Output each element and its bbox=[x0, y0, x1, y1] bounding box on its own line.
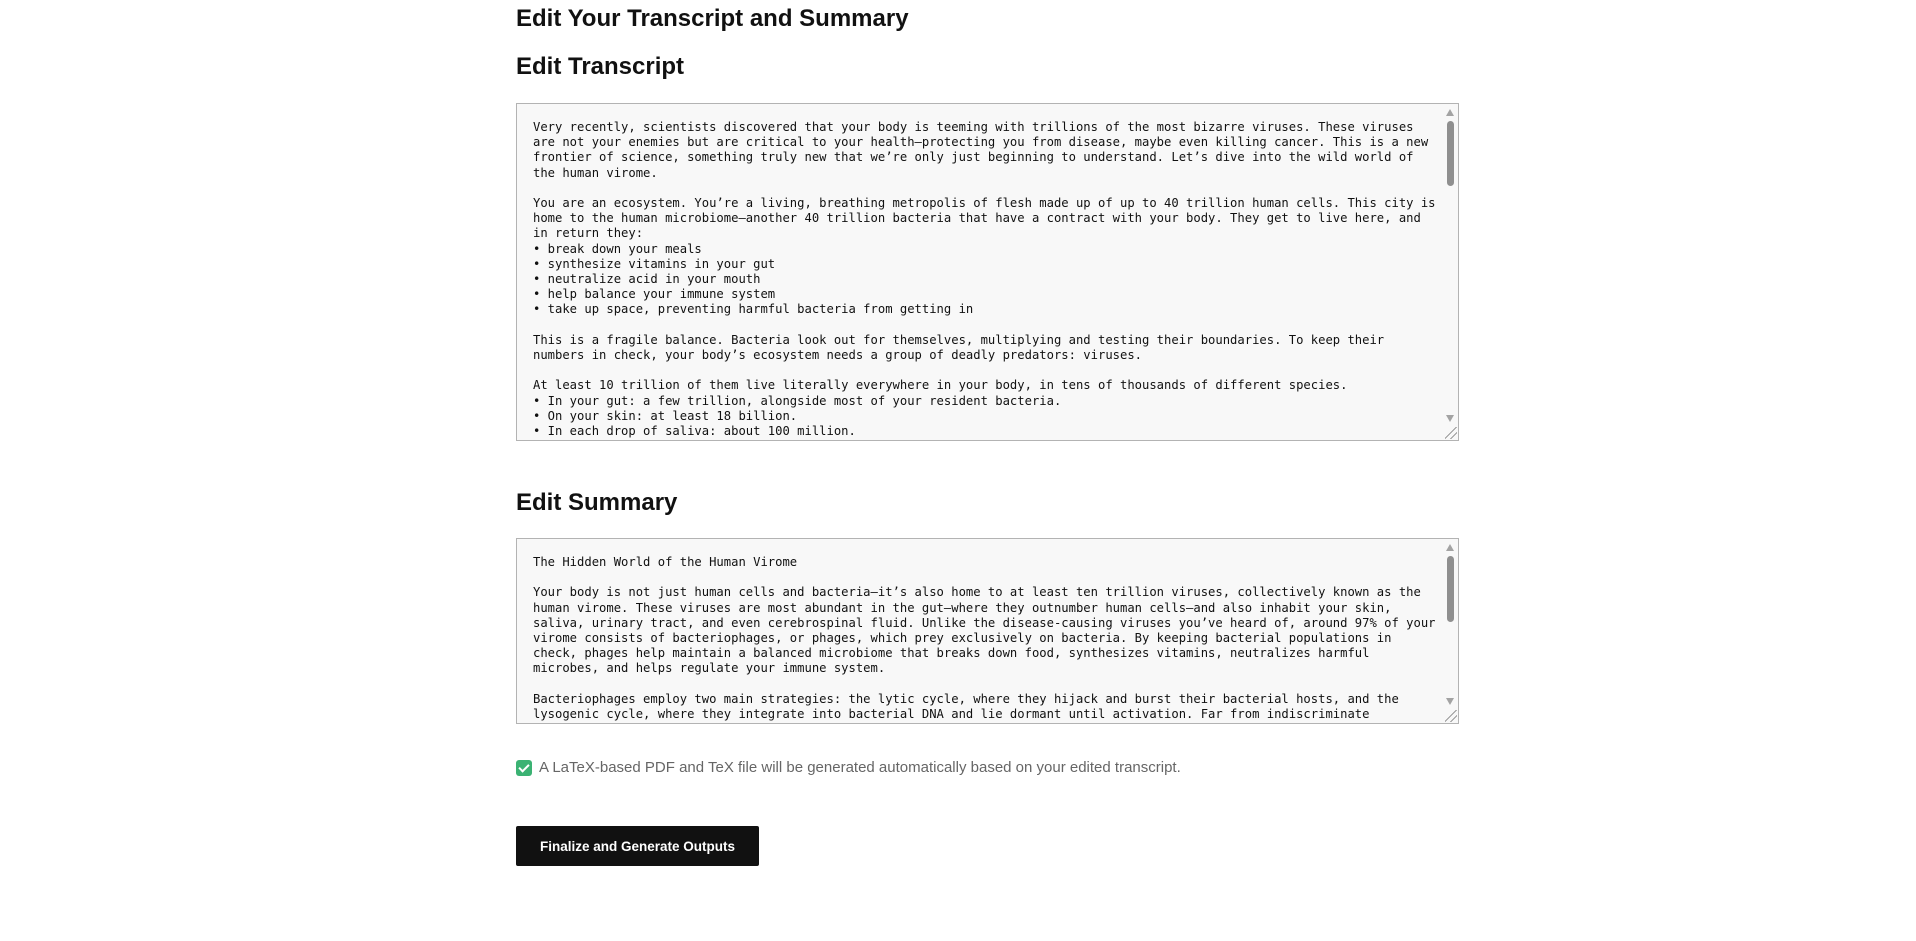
page-title: Edit Your Transcript and Summary bbox=[516, 5, 909, 32]
scroll-thumb[interactable] bbox=[1447, 556, 1454, 622]
scroll-down-icon[interactable] bbox=[1446, 415, 1454, 422]
summary-scrollbar[interactable] bbox=[1443, 539, 1458, 723]
scroll-up-icon[interactable] bbox=[1446, 544, 1454, 551]
transcript-text[interactable]: Very recently, scientists discovered that your body is teeming with trillions of the most bizarre viruses. These viruses are not your enemies but are critical to your health—protecting you from disease, maybe even killing cancer. This is a new frontier of science, something truly new that we’re only just beginning to understand. Let’s dive into the wild world of the human virome. You are an ecosystem. You’re a living, breathing metropolis of flesh made up of up to 40 trillion human cells. This city is home to the human microbiome—another 40 trillion bacteria that have a contract with your body. They get to live here, and in return they: • break down your meals • synthesize vitamins in your gut • neutralize acid in your mouth • help balance your immune system • take up space, preventing harmful bacteria from getting in This is a fragile balance. Bacteria look out for themselves, multiplying and testing their boundaries. To keep their numbers in check, your body’s ecosystem needs a group of deadly predators: viruses. At least 10 trillion of them live literally everywhere in your body, in tens of thousands of different species. • In your gut: a few trillion, alongside most of your resident bacteria. • On your skin: at least 18 billion. • In each drop of saliva: about 100 million. bbox=[533, 120, 1436, 439]
check-icon bbox=[516, 760, 532, 776]
resize-handle-icon[interactable] bbox=[1445, 427, 1457, 439]
scroll-up-icon[interactable] bbox=[1446, 109, 1454, 116]
transcript-textarea[interactable] bbox=[516, 103, 1459, 441]
transcript-scrollbar[interactable] bbox=[1443, 104, 1458, 440]
scroll-down-icon[interactable] bbox=[1446, 698, 1454, 705]
latex-notice bbox=[516, 759, 1181, 776]
summary-heading: Edit Summary bbox=[516, 489, 678, 516]
summary-text[interactable]: The Hidden World of the Human Virome Your body is not just human cells and bacteria—it’s also home to at least ten trillion viruses, collectively known as the human virome. These viruses are most abundant in the gut—where they outnumber human cells—and also inhabit your skin, saliva, urinary tract, and even cerebrospinal fluid. Unlike the disease-causing viruses you’ve heard of, around 97% of your virome consists of bacteriophages, or phages, which prey exclusively on bacteria. By keeping bacterial populations in check, phages help maintain a balanced microbiome that breaks down food, synthesizes vitamins, neutralizes harmful microbes, and helps regulate your immune system. Bacteriophages employ two main strategies: the lytic cycle, where they hijack and burst their bacterial hosts, and the lysogenic cycle, where they integrate into bacterial DNA and lie dormant until activation. Far from indiscriminate bbox=[533, 555, 1436, 722]
finalize-button[interactable]: Finalize and Generate Outputs bbox=[516, 826, 759, 866]
transcript-heading: Edit Transcript bbox=[516, 53, 685, 80]
resize-handle-icon[interactable] bbox=[1445, 710, 1457, 722]
scroll-thumb[interactable] bbox=[1447, 121, 1454, 186]
latex-notice-text: A LaTeX-based PDF and TeX file will be generated automatically based on your edited transcript. bbox=[539, 759, 1181, 776]
summary-textarea[interactable] bbox=[516, 538, 1459, 724]
